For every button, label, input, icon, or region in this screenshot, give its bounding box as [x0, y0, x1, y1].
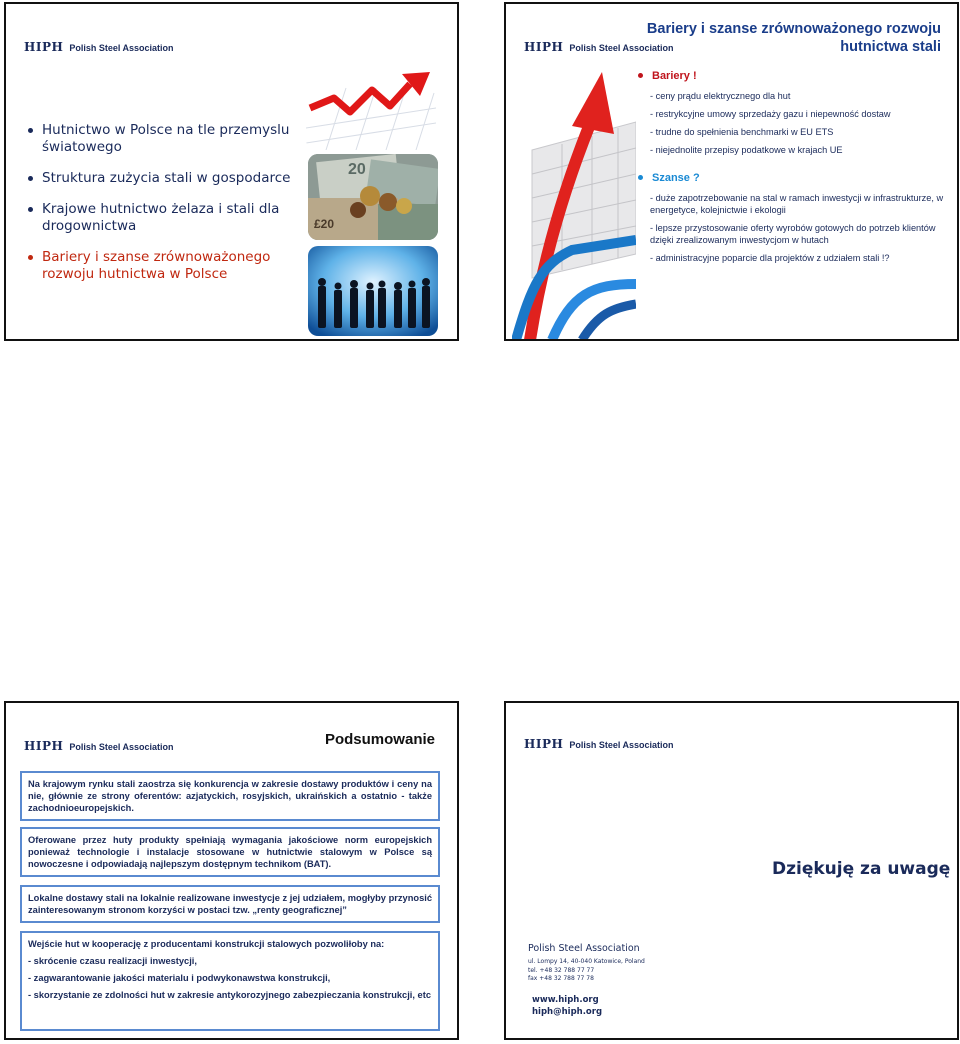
contact-fax: fax +48 32 788 77 78: [528, 975, 594, 982]
logo-text: Polish Steel Association: [569, 43, 674, 53]
logo: [24, 40, 174, 54]
banknote-label: £20: [314, 217, 335, 231]
contact-address: ul. Lompy 14, 40-040 Katowice, Poland: [528, 958, 645, 965]
summary-text: Wejście hut w kooperację z producentami konstrukcji stalowych pozwoliłoby na:: [28, 939, 385, 949]
logo: [24, 739, 174, 753]
logo-text: Polish Steel Association: [569, 740, 674, 750]
slide-title-line: Bariery i szanse zrównoważonego rozwoju: [646, 21, 941, 37]
thanks-title: Dziękuję za uwagę: [772, 859, 951, 879]
summary-text: - zagwarantowanie jakości materialu i podwykonawstwa konstrukcji,: [28, 973, 331, 983]
summary-box: [20, 885, 440, 923]
slide-title: [647, 20, 941, 56]
barrier-item: - trudne do spełnienia benchmarki w EU ETS: [650, 127, 834, 137]
banknote-label: 20: [348, 161, 366, 178]
logo-mark: HIPH: [524, 737, 564, 751]
summary-text: - skorzystanie ze zdolności hut w zakresie antykorozyjnego zabezpieczania konstrukcji, etc: [28, 990, 431, 1000]
slide-title-line: hutnictwa stali: [840, 39, 941, 55]
slide-body: [636, 70, 954, 270]
chances-heading: Szanse ?: [636, 172, 954, 184]
agenda-item: Krajowe hutnictwo żelaza i stali dla drogownictwa: [28, 201, 298, 235]
agenda-item-active: Bariery i szanse zrównoważonego rozwoju hutnictwa w Polsce: [28, 249, 298, 283]
summary-text: Oferowane przez huty produkty spełniają wymagania jakościowe norm europejskich ponieważ technologie i instalacje stosowane w hutnictwie stalowym w Polsce są nowoczesne i odpowiadają najlepszym dostępnym technikom (BAT).: [28, 835, 432, 869]
business-people-image: [308, 246, 438, 336]
agenda-item: Hutnictwo w Polsce na tle przemyslu światowego: [28, 122, 298, 156]
agenda-item: Struktura zużycia stali w gospodarce: [28, 170, 298, 187]
logo-mark: HIPH: [524, 40, 564, 54]
logo-mark: HIPH: [24, 739, 64, 753]
logo-text: Polish Steel Association: [69, 742, 174, 752]
summary-text: Na krajowym rynku stali zaostrza się konkurencja w zakresie dostawy produktów i ceny na nie, głównie ze strony oferentów: azjatyckich, rosyjskich, ukraińskich a ostatnio - także zachodnioeuropejskich.: [28, 779, 432, 813]
summary-text: - skrócenie czasu realizacji inwestycji,: [28, 956, 197, 966]
chance-item: - administracyjne poparcie dla projektów z udziałem stali !?: [650, 253, 890, 263]
chance-item: - lepsze przystosowanie oferty wyrobów gotowych do potrzeb klientów dzięki zrealizowanym inwestycjom w hutach: [650, 223, 936, 245]
slide-thanks: [504, 701, 959, 1040]
slide-summary: [4, 701, 459, 1040]
money-image: [308, 154, 438, 240]
logo: [524, 737, 674, 751]
summary-box: [20, 931, 440, 1031]
slide-agenda: [4, 2, 459, 341]
slide-title: Podsumowanie: [324, 731, 435, 748]
summary-text: Lokalne dostawy stali na lokalnie realizowane inwestycje z jej udziałem, mogłyby przynosić zainteresowanym stronom korzyści w postaci tzw. „renty geograficznej”: [28, 893, 432, 915]
growth-arrow-image: [306, 68, 436, 150]
chance-item: - duże zapotrzebowanie na stal w ramach inwestycji w infrastrukturze, w energetyce, kolejnictwie i ekologii: [650, 193, 944, 215]
logo-mark: HIPH: [24, 40, 64, 54]
agenda-list: [28, 122, 298, 297]
summary-box: [20, 827, 440, 877]
barrier-item: - ceny prądu elektrycznego dla hut: [650, 91, 791, 101]
contact-block: [528, 943, 645, 1018]
summary-box: [20, 771, 440, 821]
arrows-wall-image: [512, 64, 636, 340]
contact-website-link[interactable]: www.hiph.org: [532, 994, 599, 1005]
contact-tel: tel. +48 32 788 77 77: [528, 966, 595, 974]
logo-text: Polish Steel Association: [69, 43, 174, 53]
barrier-item: - niejednolite przepisy podatkowe w krajach UE: [650, 145, 843, 155]
contact-org: Polish Steel Association: [528, 943, 640, 954]
contact-email-link[interactable]: hiph@hiph.org: [532, 1006, 603, 1017]
barrier-item: - restrykcyjne umowy sprzedaży gazu i niepewność dostaw: [650, 109, 891, 119]
slide-barriers-chances: [504, 2, 959, 341]
barriers-heading: Bariery !: [636, 70, 954, 82]
